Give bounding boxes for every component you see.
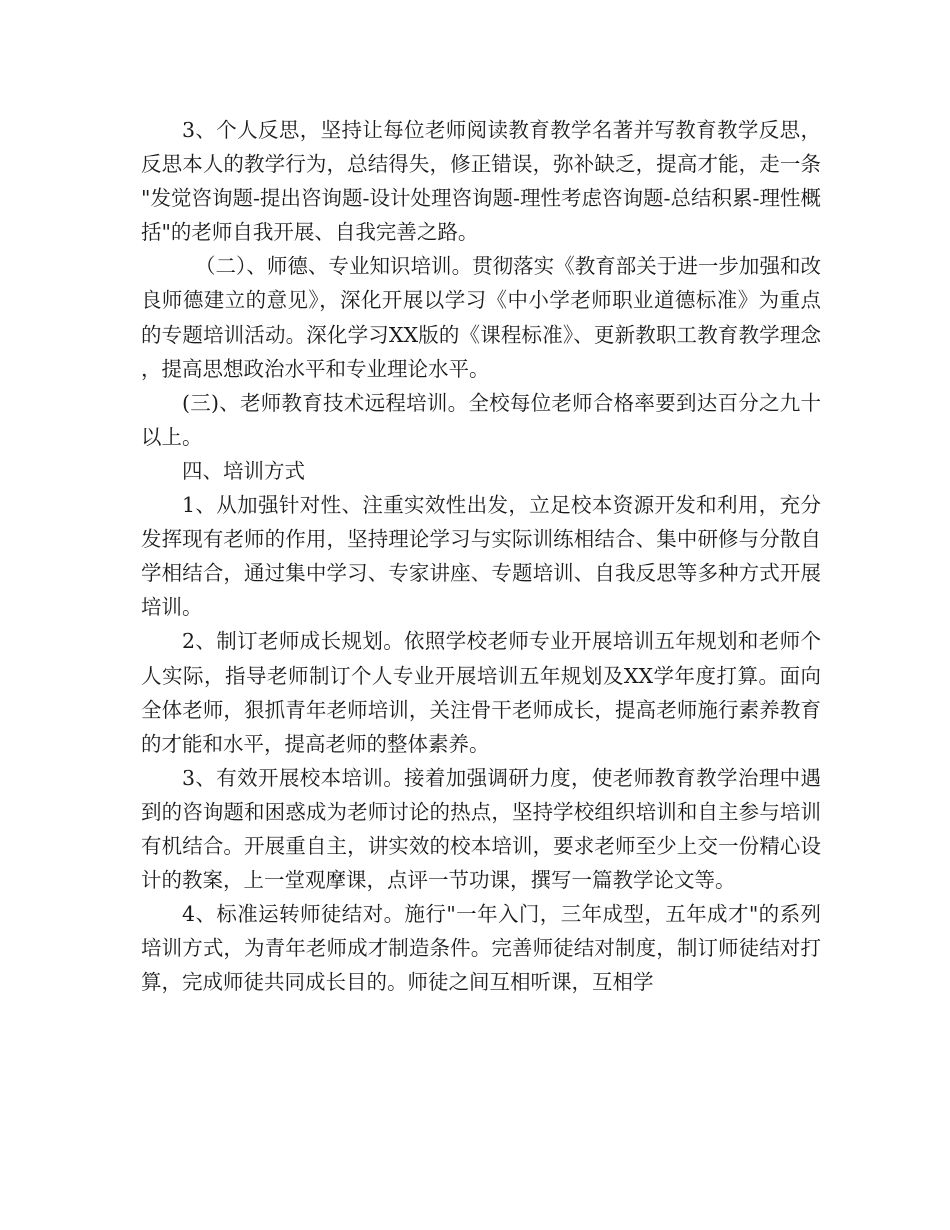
paragraph-method-3: 3、有效开展校本培训。接着加强调研力度，使老师教育教学治理中遇到的咨询题和困惑成为老师讨论的热点，坚持学校组织培训和自主参与培训有机结合。开展重自主，讲实效的校本培训，要求老师至少上交一份精心设计的教案，上一堂观摩课，点评一节功课，撰写一篇教学论文等。 [141, 765, 821, 893]
paragraph-remote-training: (三)、老师教育技术远程培训。全校每位老师合格率要到达百分之九十以上。 [141, 390, 821, 449]
paragraph-method-2: 2、制订老师成长规划。依照学校老师专业开展培训五年规划和老师个人实际，指导老师制订个人专业开展培训五年规划及XX学年度打算。面向全体老师，狠抓青年老师培训，关注骨干老师成长，提高老师施行素养教育的才能和水平，提高老师的整体素养。 [141, 629, 821, 756]
paragraph-personal-reflection: 3、个人反思，坚持让每位老师阅读教育教学名著并写教育教学反思，反思本人的教学行为，总结得失，修正错误，弥补缺乏，提高才能，走一条"发觉咨询题-提出咨询题-设计处理咨询题-理性考虑咨询题-总结积累-理性概括"的老师自我开展、自我完善之路。 [141, 118, 821, 245]
paragraph-ethics-training: （二）、师德、专业知识培训。贯彻落实《教育部关于进一步加强和改良师德建立的意见》，深化开展以学习《中小学老师职业道德标准》为重点的专题培训活动。深化学习XX版的《课程标准》、更新教职工教育教学理念，提高思想政治水平和专业理论水平。 [141, 254, 821, 381]
document-body [141, 113, 821, 999]
paragraph-method-4: 4、标准运转师徒结对。施行"一年入门，三年成型，五年成才"的系列培训方式，为青年老师成才制造条件。完善师徒结对制度，制订师徒结对打算，完成师徒共同成长目的。师徒之间互相听课，互相学 [141, 902, 821, 995]
paragraph-method-1: 1、从加强针对性、注重实效性出发，立足校本资源开发和利用，充分发挥现有老师的作用，坚持理论学习与实际训练相结合、集中研修与分散自学相结合，通过集中学习、专家讲座、专题培训、自我反思等多种方式开展培训。 [141, 493, 821, 620]
section-heading-training-methods: 四、培训方式 [182, 458, 305, 483]
